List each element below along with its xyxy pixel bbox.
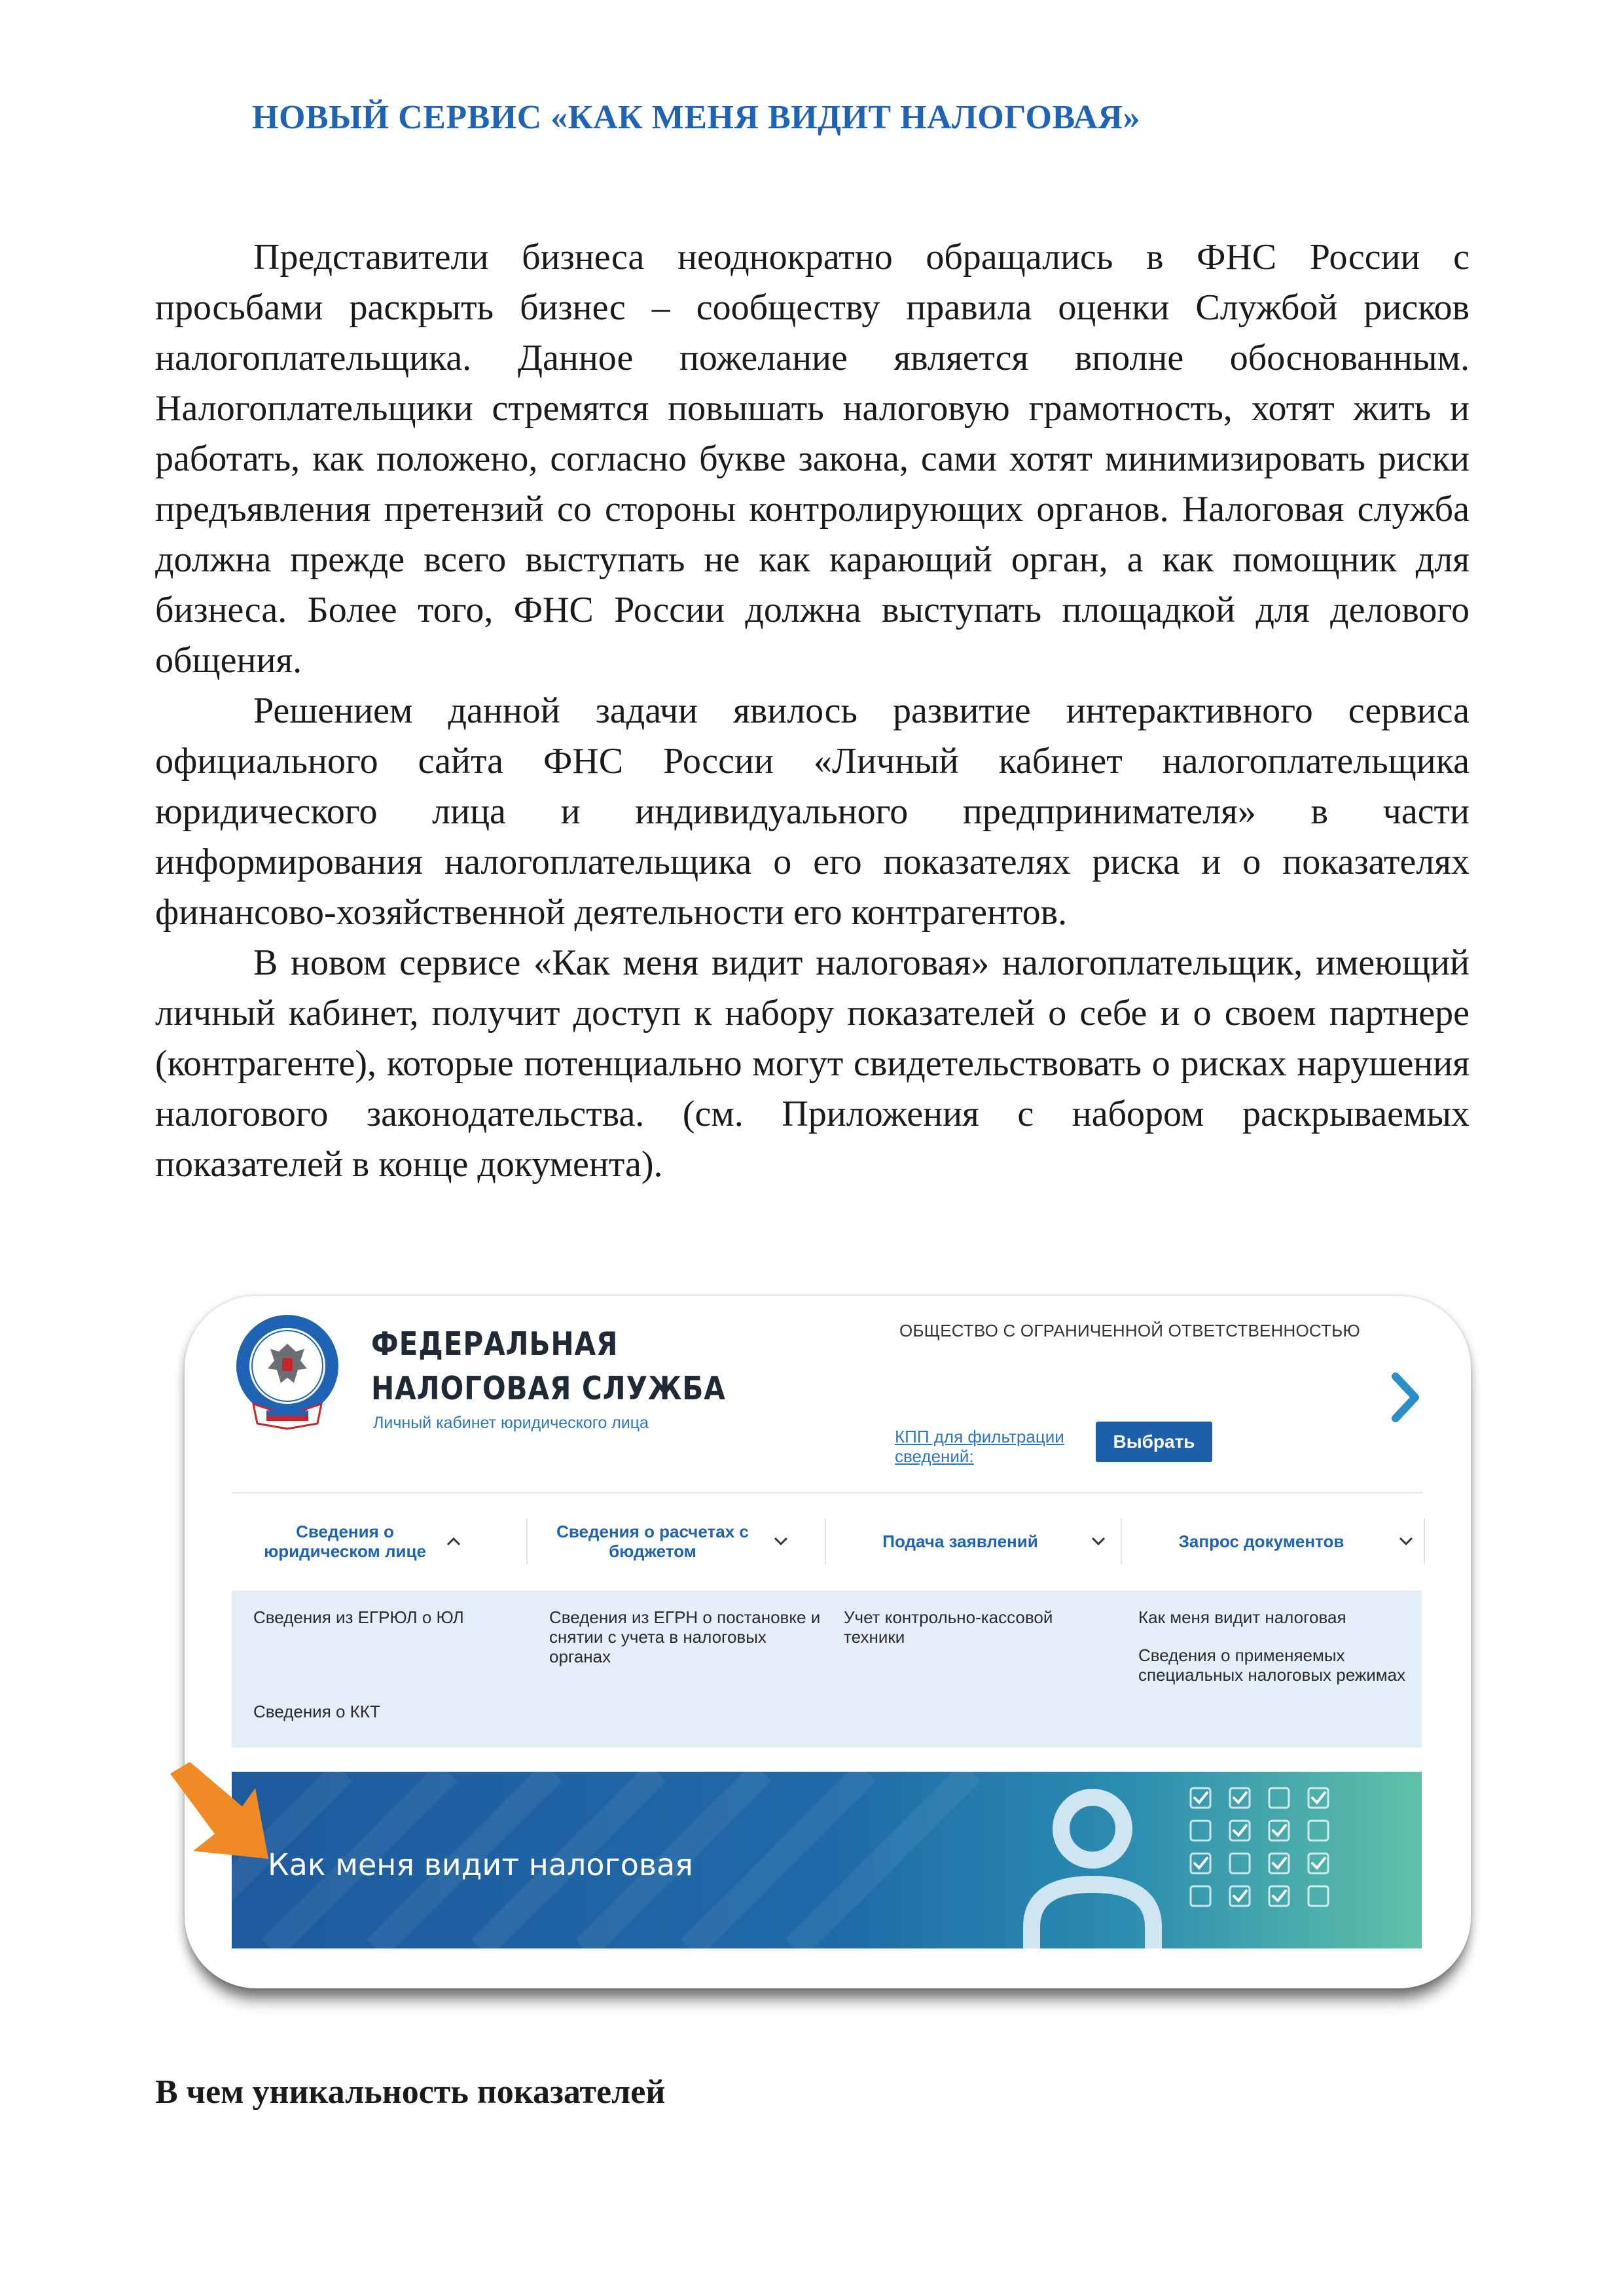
submenu-panel — [232, 1590, 1422, 1748]
cabinet-label: Личный кабинет юридического лица — [373, 1414, 649, 1432]
submenu-item-egrn[interactable]: Сведения из ЕГРН о постановке и снятии с учета в налоговых органах — [549, 1607, 821, 1666]
org-name: ФЕДЕРАЛЬНАЯ НАЛОГОВАЯ СЛУЖБА — [371, 1325, 726, 1407]
tab-label: Сведения о юридическом лице — [264, 1522, 426, 1561]
document-title: НОВЫЙ СЕРВИС «КАК МЕНЯ ВИДИТ НАЛОГОВАЯ» — [252, 99, 1140, 136]
tab-legal-entity-info[interactable] — [253, 1512, 476, 1571]
chevron-down-icon — [1398, 1536, 1414, 1547]
submenu-item-kkt[interactable]: Сведения о ККТ — [253, 1702, 380, 1721]
submenu-item-kkt-accounting[interactable]: Учет контрольно-кассовой техники — [844, 1607, 1053, 1647]
submenu-item-egrul[interactable]: Сведения из ЕГРЮЛ о ЮЛ — [253, 1607, 464, 1627]
banner-title: Как меня видит налоговая — [268, 1847, 693, 1882]
tab-submit-applications[interactable] — [839, 1512, 1114, 1571]
section-heading: В чем уникальность показателей — [155, 2073, 666, 2111]
kpp-filter-link[interactable]: КПП для фильтрации сведений: — [895, 1427, 1064, 1466]
divider — [1424, 1518, 1425, 1564]
submenu-item-how-tax-sees[interactable]: Как меня видит налоговая — [1138, 1607, 1346, 1627]
tab-label: Сведения о расчетах с бюджетом — [556, 1522, 749, 1561]
chevron-down-icon — [773, 1536, 789, 1547]
fns-emblem-icon — [234, 1312, 342, 1430]
select-button[interactable]: Выбрать — [1096, 1422, 1212, 1462]
paragraph: Решением данной задачи явилось развитие интерактивного сервиса официального сайта ФНС России «Личный кабинет налогоплательщика юридического лица и индивидуального предпринимателя» в части информирования налогоплательщика о его показателях риска и о показателях финансово-хозяйственной деятельности его контрагентов. — [155, 691, 1470, 933]
company-type: ОБЩЕСТВО С ОГРАНИЧЕННОЙ ОТВЕТСТВЕННОСТЬЮ — [899, 1321, 1360, 1340]
divider — [232, 1492, 1423, 1494]
chevron-down-icon — [1091, 1536, 1106, 1547]
divider — [825, 1518, 826, 1564]
chevron-up-icon — [446, 1536, 461, 1547]
pointer-arrow-icon — [164, 1761, 278, 1865]
divider — [526, 1518, 528, 1564]
paragraph: В новом сервисе «Как меня видит налоговая» налогоплательщик, имеющий личный кабинет, получит доступ к набору показателей о себе и о своем партнере (контрагенте), которые потенциально могут свидетельствовать о рисках нарушения налогового законодательства. (см. Приложения с набором раскрываемых показателей в конце документа). — [155, 942, 1470, 1185]
submenu-item-special-regimes[interactable]: Сведения о применяемых специальных налоговых режимах — [1138, 1645, 1406, 1685]
tab-label: Запрос документов — [1178, 1532, 1344, 1551]
service-screenshot — [185, 1296, 1471, 1988]
paragraph: Представители бизнеса неоднократно обращались в ФНС России с просьбами раскрыть бизнес – сообществу правила оценки Службой рисков налогоплательщика. Данное пожелание является вполне обоснованным. Налогоплательщики стремятся повышать налоговую грамотность, хотят жить и работать, как положено, согласно букве закона, сами хотят минимизировать риски предъявления претензий со стороны контролирующих органов. Налоговая служба должна прежде всего выступать не как карающий орган, а как помощник для бизнеса. Более того, ФНС России должна выступать площадкой для делового общения. — [155, 237, 1470, 681]
chevron-right-icon[interactable] — [1389, 1371, 1422, 1424]
user-icon — [1017, 1780, 1168, 1948]
tab-label: Подача заявлений — [882, 1532, 1038, 1551]
checklist-icon — [1187, 1785, 1338, 1909]
service-banner[interactable] — [232, 1772, 1422, 1948]
divider — [1121, 1518, 1122, 1564]
body-text — [155, 232, 1470, 1190]
tab-request-documents[interactable] — [1134, 1512, 1422, 1571]
tab-budget-settlements[interactable] — [541, 1512, 803, 1571]
